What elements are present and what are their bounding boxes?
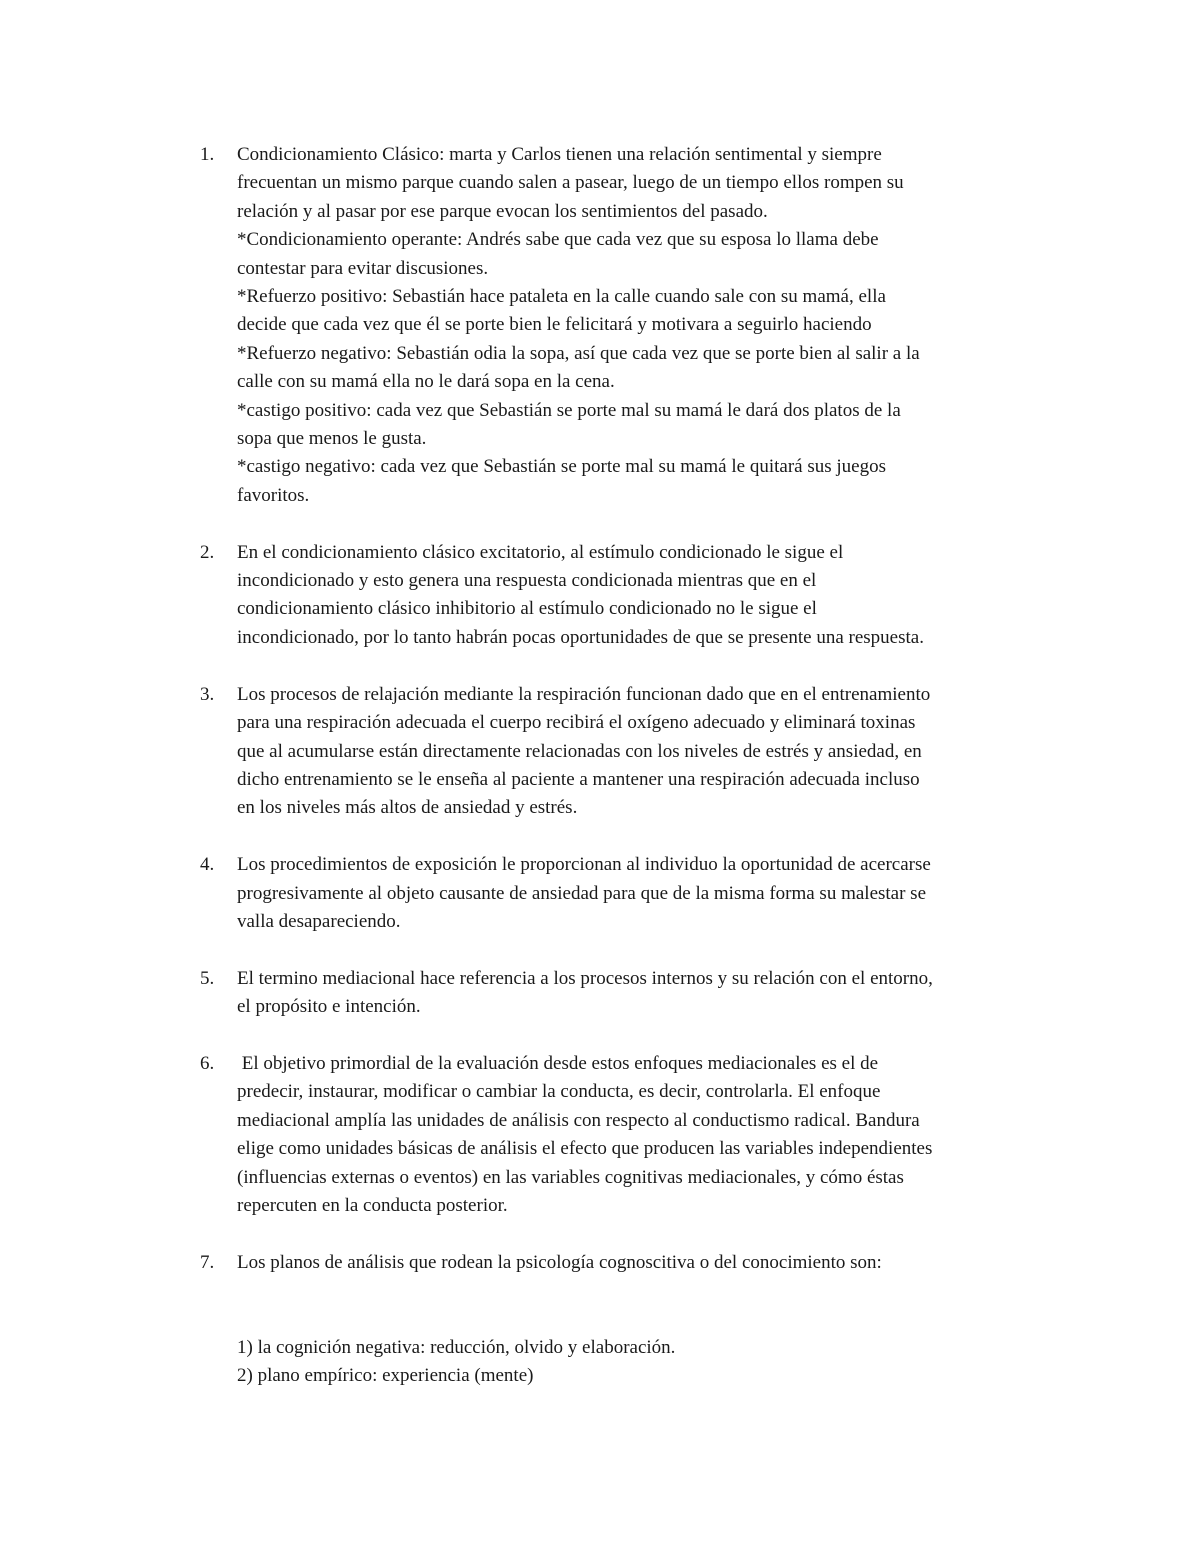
list-item-4 [200,851,1040,936]
item-line: relación y al pasar por ese parque evocan los sentimientos del pasado. [237,200,768,222]
item-line: En el condicionamiento clásico excitatorio, al estímulo condicionado le sigue el [237,541,844,563]
item-line: repercuten en la conducta posterior. [237,1194,508,1216]
list-item-3 [200,681,1040,823]
item-line: Los planos de análisis que rodean la psicología cognoscitiva o del conocimiento son: [237,1251,882,1273]
item-line: *Refuerzo positivo: Sebastián hace pataleta en la calle cuando sale con su mamá, ella [237,286,886,308]
item-line: *Refuerzo negativo: Sebastián odia la sopa, así que cada vez que se porte bien al salir a la [237,342,920,364]
item-line: elige como unidades básicas de análisis el efecto que producen las variables independientes [237,1138,933,1160]
item-line: contestar para evitar discusiones. [237,257,489,279]
sub-list [237,1334,1040,1391]
list-item-6 [200,1050,1040,1220]
list-item-1 [200,141,1040,510]
item-line: predecir, instaurar, modificar o cambiar la conducta, es decir, controlarla. El enfoque [237,1081,881,1103]
item-line: calle con su mamá ella no le dará sopa en la cena. [237,371,615,393]
item-line: Los procedimientos de exposición le proporcionan al individuo la oportunidad de acercarse [237,854,931,876]
item-line: *castigo negativo: cada vez que Sebastián se porte mal su mamá le quitará sus juegos [237,456,886,478]
item-line: frecuentan un mismo parque cuando salen a pasear, luego de un tiempo ellos rompen su [237,172,904,194]
item-line: favoritos. [237,484,310,506]
item-line: condicionamiento clásico inhibitorio al estímulo condicionado no le sigue el [237,598,817,620]
list-item-7 [200,1249,1040,1391]
list-item-5 [200,965,1040,1022]
item-number: 2. [200,541,215,563]
item-line: incondicionado y esto genera una respuesta condicionada mientras que en el [237,570,817,592]
item-line: valla desapareciendo. [237,910,401,932]
sub-list-item: 2) plano empírico: experiencia (mente) [237,1365,534,1387]
item-line: (influencias externas o eventos) en las variables cognitivas mediacionales, y cómo éstas [237,1166,904,1188]
list-item-2 [200,539,1040,653]
item-line: incondicionado, por lo tanto habrán pocas oportunidades de que se presente una respuesta. [237,626,924,648]
item-line: El termino mediacional hace referencia a los procesos internos y su relación con el entorno, [237,967,933,989]
item-line: *castigo positivo: cada vez que Sebastián se porte mal su mamá le dará dos platos de la [237,399,901,421]
item-line: sopa que menos le gusta. [237,428,427,450]
item-line: *Condicionamiento operante: Andrés sabe que cada vez que su esposa lo llama debe [237,229,879,251]
item-number: 3. [200,683,215,705]
item-line: El objetivo primordial de la evaluación desde estos enfoques mediacionales es el de [237,1052,879,1074]
item-number: 5. [200,967,215,989]
item-number: 6. [200,1052,215,1074]
sub-list-item: 1) la cognición negativa: reducción, olvido y elaboración. [237,1336,676,1358]
item-number: 1. [200,144,215,165]
item-line: que al acumularse están directamente relacionadas con los niveles de estrés y ansiedad, en [237,740,922,762]
item-line: para una respiración adecuada el cuerpo recibirá el oxígeno adecuado y eliminará toxinas [237,712,916,734]
item-line: Condicionamiento Clásico: marta y Carlos tienen una relación sentimental y siempre [237,144,882,165]
item-line: en los niveles más altos de ansiedad y estrés. [237,797,578,819]
item-line: dicho entrenamiento se le enseña al paciente a mantener una respiración adecuada incluso [237,768,920,790]
numbered-list [200,141,1040,1419]
item-line: progresivamente al objeto causante de ansiedad para que de la misma forma su malestar se [237,882,927,904]
item-line: Los procesos de relajación mediante la respiración funcionan dado que en el entrenamiento [237,683,931,705]
item-line: mediacional amplía las unidades de análisis con respecto al conductismo radical. Bandura [237,1109,920,1131]
item-line: el propósito e intención. [237,996,421,1018]
item-number: 7. [200,1251,215,1273]
item-number: 4. [200,854,215,876]
item-line: decide que cada vez que él se porte bien le felicitará y motivara a seguirlo haciendo [237,314,872,336]
